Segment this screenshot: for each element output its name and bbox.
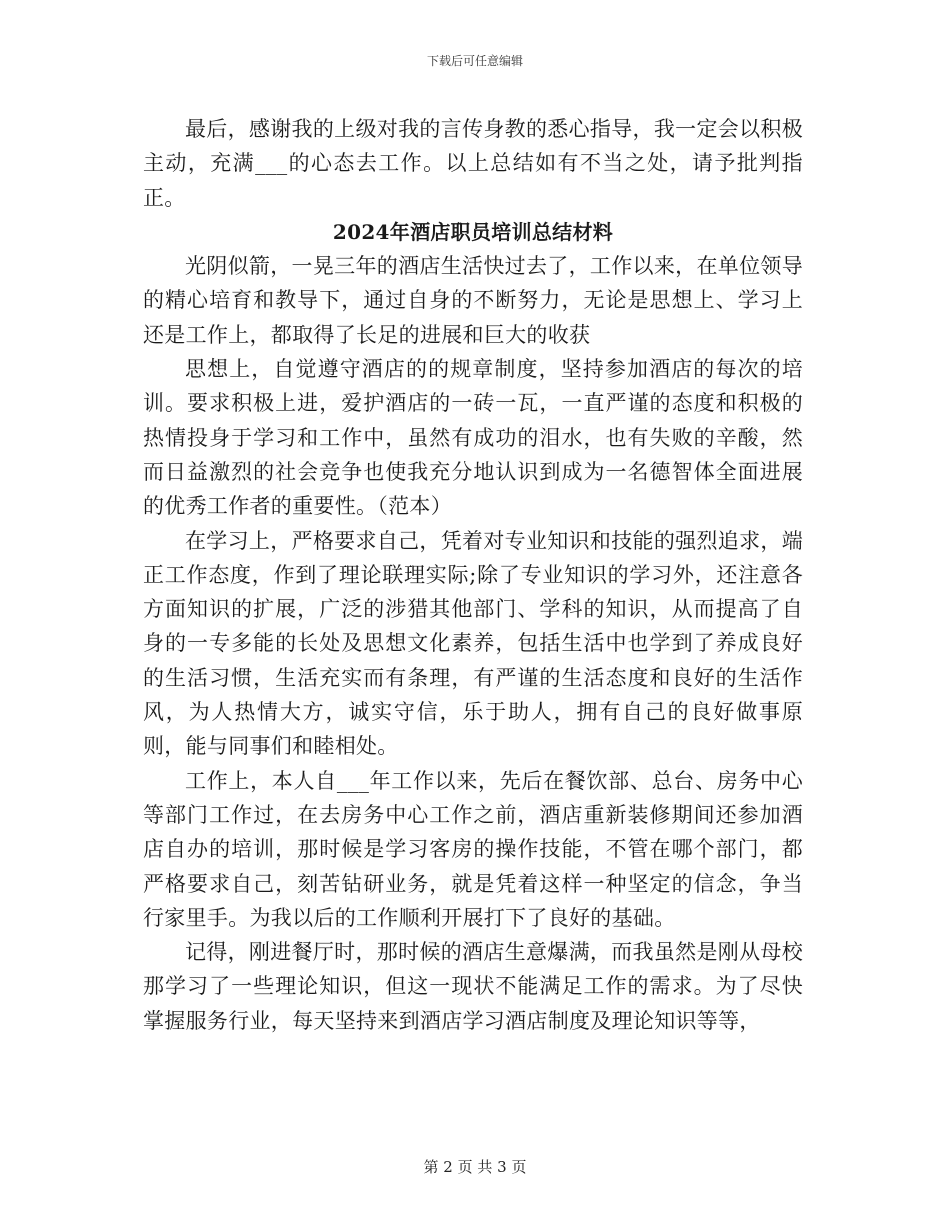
- body-paragraph: 工作上，本人自___年工作以来，先后在餐饮部、总台、房务中心等部门工作过，在去房务中心工作之前，酒店重新装修期间还参加酒店自办的培训，那时候是学习客房的操作技能，不管在哪个部门，都严格要求自己，刻苦钻研业务，就是凭着这样一种坚定的信念，争当行家里手。为我以后的工作顺利开展打下了良好的基础。: [143, 768, 803, 930]
- document-body: [143, 112, 803, 1038]
- body-paragraph: 记得，刚进餐厅时，那时候的酒店生意爆满，而我虽然是刚从母校那学习了一些理论知识，但这一现状不能满足工作的需求。为了尽快掌握服务行业，每天坚持来到酒店学习酒店制度及理论知识等等，: [143, 940, 803, 1033]
- body-paragraph: 思想上，自觉遵守酒店的的规章制度，坚持参加酒店的每次的培训。要求积极上进，爱护酒店的一砖一瓦，一直严谨的态度和积极的热情投身于学习和工作中，虽然有成功的泪水，也有失败的辛酸，然而日益激烈的社会竞争也使我充分地认识到成为一名德智体全面进展的优秀工作者的重要性。（范本）: [143, 357, 803, 519]
- page-footer: 第 2 页 共 3 页: [423, 1158, 527, 1176]
- document-title: 2024年酒店职员培训总结材料: [332, 219, 614, 244]
- page-header: 下载后可任意编辑: [426, 54, 523, 68]
- body-paragraph: 光阴似箭，一晃三年的酒店生活快过去了，工作以来，在单位领导的精心培育和教导下，通过自身的不断努力，无论是思想上、学习上还是工作上，都取得了长足的进展和巨大的收获: [143, 254, 803, 347]
- closing-paragraph: 最后，感谢我的上级对我的言传身教的悉心指导，我一定会以积极主动，充满___的心态去工作。以上总结如有不当之处，请予批判指正。: [143, 117, 803, 210]
- body-paragraph: 在学习上，严格要求自己，凭着对专业知识和技能的强烈追求，端正工作态度，作到了理论联理实际;除了专业知识的学习外，还注意各方面知识的扩展，广泛的涉猎其他部门、学科的知识，从而提高了自身的一专多能的长处及思想文化素养，包括生活中也学到了养成良好的生活习惯，生活充实而有条理，有严谨的生活态度和良好的生活作风，为人热情大方，诚实守信，乐于助人，拥有自己的良好做事原则，能与同事们和睦相处。: [143, 528, 803, 759]
